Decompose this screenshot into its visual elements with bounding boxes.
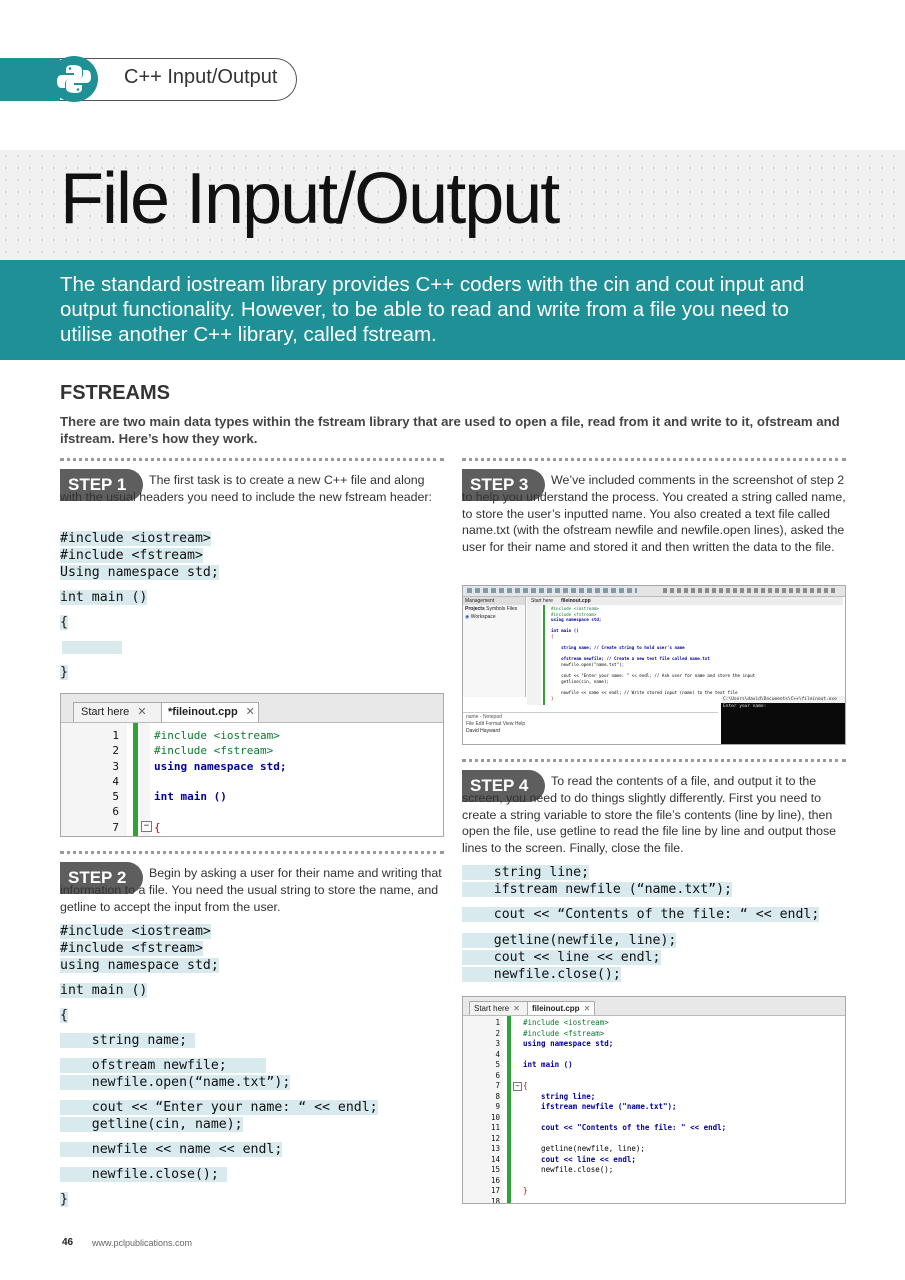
tab-fileinout: *fileinout.cpp ✕ [161,702,259,722]
change-bar [133,723,138,837]
line-number-gutter [527,605,541,705]
code-block: getline(newfile, line); cout << line << endl; newfile.close(); [462,932,676,983]
code-line: int main () [60,590,148,605]
python-logo-icon [50,56,98,102]
code-line: { [60,615,68,630]
step-text: We’ve included comments in the screenshot of step 2 to help you understand the process. You created a string called name, to store the user’s inputted name. You also created a text file called name.txt (with the ofstream newfile and newfile.open lines), asked the user for their name and stored it and then written the data to the file. [462,473,846,555]
console-window: C:\Users\david\Documents\C++\fileinout.exe Enter your name: [721,696,845,744]
footer-url: www.pclpublications.com [92,1238,193,1248]
editor-tabs: Start here fileinout.cpp [527,597,843,605]
code-block: string line; ifstream newfile (“name.txt”); [462,864,732,898]
management-panel: Management Projects Symbols Files ◉ Workspace [463,597,526,697]
page-number: 46 [62,1237,74,1248]
section-intro: There are two main data types within the fstream library that are used to open a file, read from it and write to it, ofstream and ifstream. Here’s how they work. [60,414,840,446]
code-block: #include <iostream> #include <fstream> using namespace std; [60,924,219,973]
section-heading: FSTREAMS [60,382,170,404]
code-line: int main () [60,983,148,998]
ide-code: #include <iostream> #include <fstream> using namespace std; int main () { string name; // Create string to hold user's name ofstream newfile; // Create a new text file called name.txt newfile.open("name.txt"); cout << "Enter your name: " << endl; // Ask user for name and store the input getline(cin, name); newfile << name << endl; // Write stored input (name) to the text file } [551,606,756,701]
tab-start-here: Start here ✕ [469,1001,529,1015]
divider [60,458,444,461]
ide-screenshot-full [462,585,846,745]
step-badge: STEP 1 [60,469,143,501]
line-number-gutter: 1 2 3 4 5 6 7 8 9 10 11 12 13 14 15 16 17 18 [463,1016,503,1204]
step-text: Begin by asking a user for their name and writing that information to a file. You need the usual string to store the name, and getline to accept the input from the user. [60,866,442,914]
fold-toggle-icon[interactable]: − [141,821,152,832]
step-text: To read the contents of a file, and output it to the screen, you need to do things slightly differently. First you need to create a string variable to store the file’s contents (line by line), then open the file, use getline to read the file line by line and output those lines to the screen. Finally, close the file. [462,774,837,856]
tab-fileinout: fileinout.cpp ✕ [527,1001,595,1015]
code-line: string name; [60,1032,195,1049]
ide-code: #include <iostream> #include <fstream> using namespace std; int main () { string line; ifstream newfile ("name.txt"); cout << "Contents of the file: " << endl; getline(newfile, line); cout << line << endl; newfile.close(); } [523,1018,727,1195]
tab-start-here: Start here ✕ [73,702,166,722]
code-block: #include <iostream> #include <fstream> Using namespace std; [60,531,219,580]
code-line: cout << “Contents of the file: “ << endl; [462,906,819,923]
ide-code: #include <iostream> #include <fstream> using namespace std; int main () { [154,729,287,834]
code-line: } [60,1192,68,1207]
ide-toolbar [463,586,845,597]
divider [462,759,846,762]
code-block: ofstream newfile; newfile.open(“name.txt”); [60,1057,290,1091]
divider [60,851,444,854]
notepad-window: name - Notepad File Edit Format View Help David Hayward [463,712,718,745]
divider [462,458,846,461]
ide-screenshot [462,996,846,1204]
code-placeholder [62,641,122,654]
change-bar [507,1016,511,1204]
line-number-gutter: 1 2 3 4 5 6 7 [61,723,127,837]
code-block: cout << “Enter your name: “ << endl; getline(cin, name); [60,1099,378,1133]
code-line: newfile.close(); [60,1166,227,1183]
step-badge: STEP 4 [462,770,545,802]
step-text: The first task is to create a new C++ file and along with the usual headers you need to include the new fstream header: [60,473,432,504]
section-tab-label: C++ Input/Output [124,66,278,88]
intro-text: The standard iostream library provides C++ coders with the cin and cout input and output functionality. However, to be able to read and write from a file you need to utilise another C++ library, called fstream. [60,273,805,346]
fold-toggle-icon[interactable]: − [513,1082,522,1091]
code-line: { [60,1008,68,1023]
ide-screenshot [60,693,444,837]
code-line: newfile << name << endl; [60,1141,282,1158]
code-line: } [60,665,68,680]
page-title: File Input/Output [60,159,559,239]
step-badge: STEP 3 [462,469,545,501]
step-badge: STEP 2 [60,862,143,894]
